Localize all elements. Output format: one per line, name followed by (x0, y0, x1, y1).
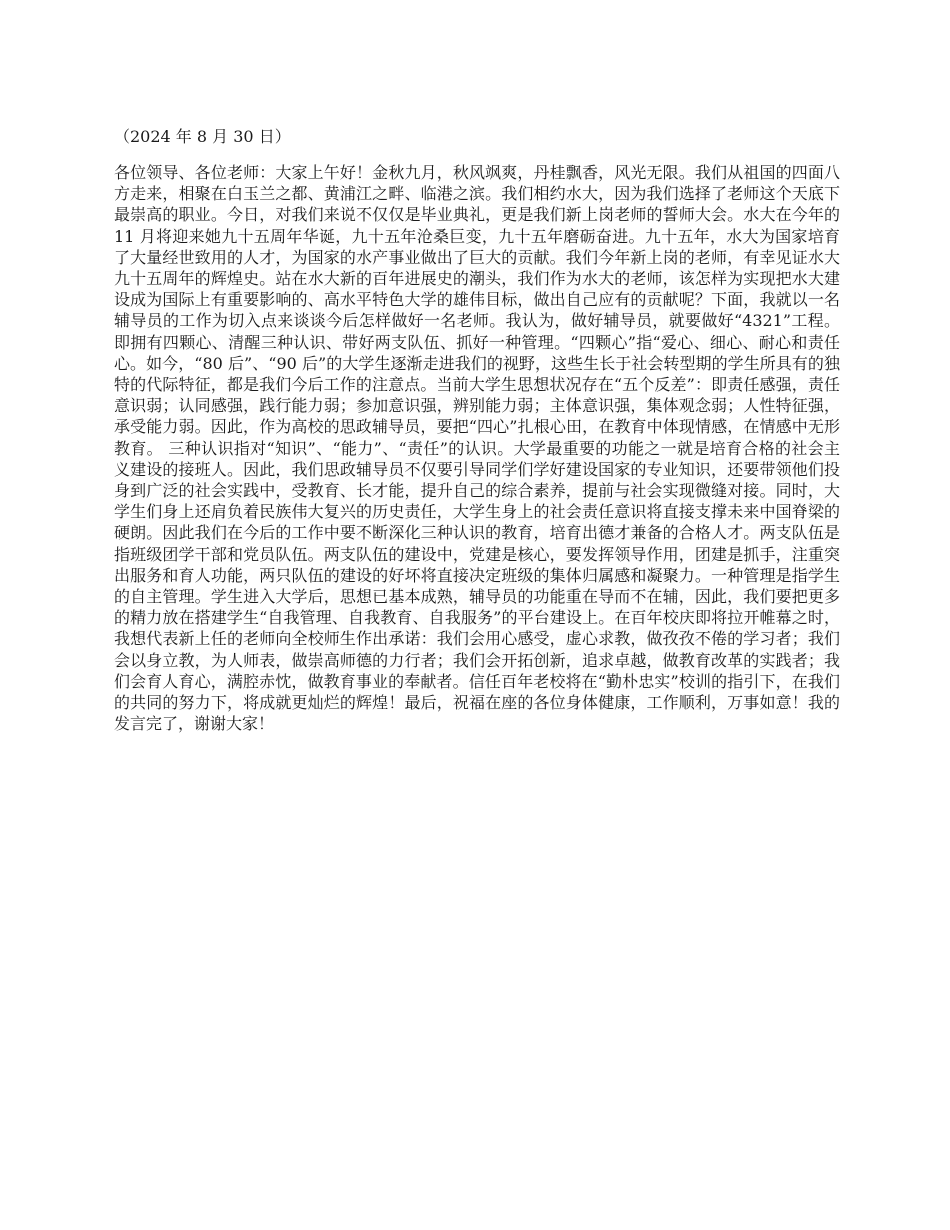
speech-date: （2024 年 8 月 30 日） (114, 127, 291, 146)
speech-body: 各位领导、各位老师：大家上午好！金秋九月，秋风飒爽，丹桂飘香，风光无限。我们从祖国的四面八方走来，相聚在白玉兰之都、黄浦江之畔、临港之滨。我们相约水大，因为我们选择了老师这个天底下最崇高的职业。今日，对我们来说不仅仅是毕业典礼，更是我们新上岗老师的誓师大会。水大在今年的 11 月将迎来她九十五周年华诞，九十五年沧桑巨变，九十五年磨砺奋进。九十五年，水大为国家培育了大量经世致用的人才，为国家的水产事业做出了巨大的贡献。我们今年新上岗的老师，有幸见证水大九十五周年的辉煌史。站在水大新的百年进展史的潮头，我们作为水大的老师，该怎样为实现把水大建设成为国际上有重要影响的、高水平特色大学的雄伟目标，做出自己应有的贡献呢？下面，我就以一名辅导员的工作为切入点来谈谈今后怎样做好一名老师。我认为，做好辅导员，就要做好“4321”工程。即拥有四颗心、清醒三种认识、带好两支队伍、抓好一种管理。“四颗心”指“爱心、细心、耐心和责任心。如今，“80 后”、“90 后”的大学生逐渐走进我们的视野，这些生长于社会转型期的学生所具有的独特的代际特征，都是我们今后工作的注意点。当前大学生思想状况存在“五个反差”：即责任感强，责任意识弱；认同感强，践行能力弱；参加意识强，辨别能力弱；主体意识强，集体观念弱；人性特征强，承受能力弱。因此，作为高校的思政辅导员，要把“四心”扎根心田，在教育中体现情感，在情感中无形教育。 三种认识指对“知识”、“能力”、“责任”的认识。大学最重要的功能之一就是培育合格的社会主义建设的接班人。因此，我们思政辅导员不仅要引导同学们学好建设国家的专业知识，还要带领他们投身到广泛的社会实践中，受教育、长才能，提升自己的综合素养，提前与社会实现微缝对接。同时，大学生们身上还肩负着民族伟大复兴的历史责任，大学生身上的社会责任意识将直接支撑未来中国脊梁的硬朗。因此我们在今后的工作中要不断深化三种认识的教育，培育出德才兼备的合格人才。两支队伍是指班级团学干部和党员队伍。两支队伍的建设中，党建是核心，要发挥领导作用，团建是抓手，注重突出服务和育人功能，两只队伍的建设的好坏将直接决定班级的集体归属感和凝聚力。一种管理是指学生的自主管理。学生进入大学后，思想已基本成熟，辅导员的功能重在导而不在辅，因此，我们要把更多的精力放在搭建学生“自我管理、自我教育、自我服务”的平台建设上。在百年校庆即将拉开帷幕之时，我想代表新上任的老师向全校师生作出承诺：我们会用心感受，虚心求教，做孜孜不倦的学习者；我们会以身立教，为人师表，做崇高师德的力行者；我们会开拓创新，追求卓越，做教育改革的实践者；我们会育人育心，满腔赤忱，做教育事业的奉献者。信任百年老校将在“勤朴忠实”校训的指引下，在我们的共同的努力下，将成就更灿烂的辉煌！最后，祝福在座的各位身体健康，工作顺利，万事如意！我的发言完了，谢谢大家！ (114, 163, 840, 734)
